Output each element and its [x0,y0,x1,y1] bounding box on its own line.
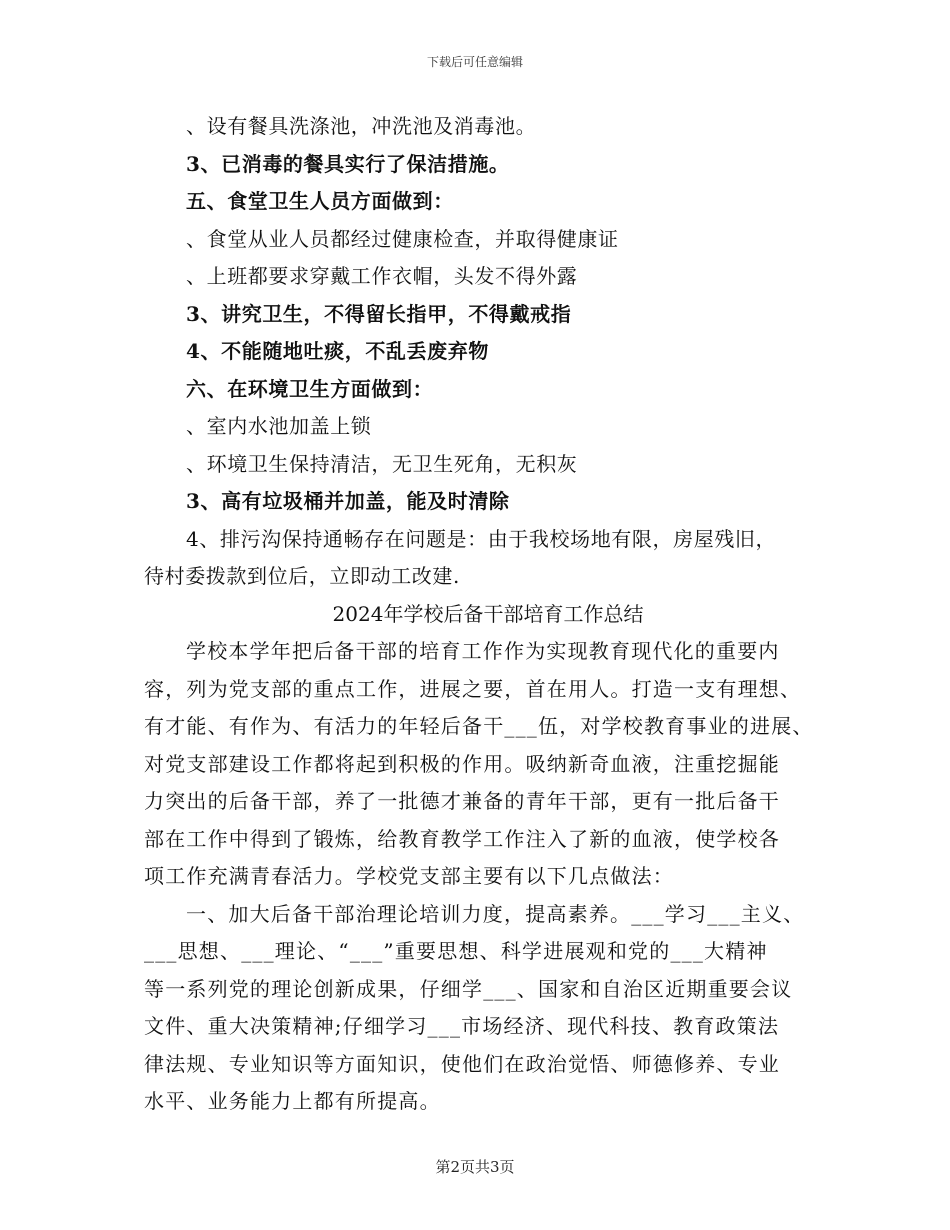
list-item: 3、讲究卫生，不得留长指甲，不得戴戒指 [186,301,572,326]
list-item: 4、不能随地吐痰，不乱丢废弃物 [186,339,489,363]
paragraph-line: ___思想、___理论、“___”重要思想、科学进展观和党的___大精神 [144,939,768,963]
section-heading: 六、在环境卫生方面做到： [186,376,434,401]
list-item: 、设有餐具洗涤池，冲洗池及消毒池。 [186,114,537,138]
paragraph-line: 水平、业务能力上都有所提高。 [144,1089,441,1113]
paragraph-line: 律法规、专业知识等方面知识，使他们在政治觉悟、师德修养、专业 [144,1051,780,1076]
list-item: 、上班都要求穿戴工作衣帽，头发不得外露 [186,264,578,288]
list-item-continuation: 待村委拨款到位后，立即动工改建. [144,564,460,588]
section-heading: 五、食堂卫生人员方面做到： [186,189,454,213]
page-number: 第2页共3页 [435,1158,515,1176]
paragraph-line: 对党支部建设工作都将起到积极的作用。吸纳新奇血液，注重挖掘能 [144,751,780,776]
list-item: 、环境卫生保持清洁，无卫生死角，无积灰 [186,451,578,476]
paragraph-measure-1 [144,896,824,1121]
list-item: 、室内水池加盖上锁 [186,414,372,438]
list-item: 4、排污沟保持通畅存在问题是：由于我校场地有限，房屋残旧， [186,526,777,551]
paragraph-line: 学校本学年把后备干部的培育工作作为实现教育现代化的重要内 [186,639,780,663]
paragraph-line: 文件、重大决策精神;仔细学习___市场经济、现代科技、教育政策法 [144,1014,780,1038]
paragraph-line: 力突出的后备干部，养了一批德才兼备的青年干部，更有一批后备干 [144,789,780,813]
paragraph-line: 等一系列党的理论创新成果，仔细学___、国家和自治区近期重要会议 [144,976,793,1001]
paragraph-line: 部在工作中得到了锻炼，给教育教学工作注入了新的血液，使学校各 [144,826,780,851]
paragraph-intro [144,633,824,896]
list-item: 3、已消毒的餐具实行了保洁措施。 [186,151,510,176]
paragraph-line: 一、加大后备干部治理论培训力度，提高素养。___学习___主义、 [186,901,805,926]
page-header-note: 下载后可任意编辑 [426,55,523,69]
paragraph-line: 项工作充满青春活力。学校党支部主要有以下几点做法： [144,864,674,888]
list-item: 3、高有垃圾桶并加盖，能及时清除 [186,489,510,513]
paragraph-line: 有才能、有作为、有活力的年轻后备干___伍，对学校教育事业的进展、 [144,714,814,738]
document-body [144,108,824,1121]
paragraph-line: 容，列为党支部的重点工作，进展之要，首在用人。打造一支有理想、 [144,676,802,701]
section-title: 2024年学校后备干部培育工作总结 [332,601,644,626]
list-item: 、食堂从业人员都经过健康检查，并取得健康证 [186,226,619,251]
